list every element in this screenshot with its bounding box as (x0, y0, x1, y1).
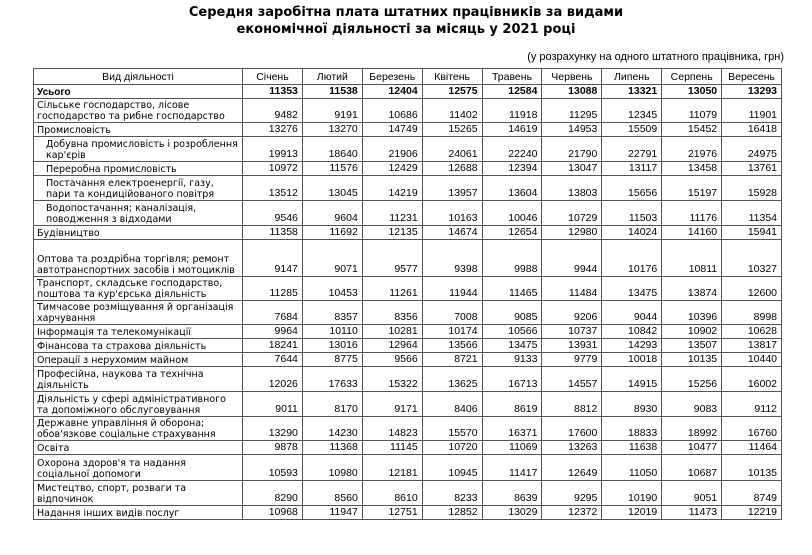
wage-cell: 15322 (362, 367, 422, 392)
header-month: Червень (542, 69, 602, 85)
wage-cell: 13016 (302, 339, 362, 353)
wage-cell: 7008 (422, 301, 482, 325)
wage-cell: 10477 (662, 441, 722, 455)
wage-cell: 12688 (422, 162, 482, 176)
document-title (0, 4, 812, 38)
wage-cell: 9577 (362, 240, 422, 277)
wage-cell: 10163 (422, 201, 482, 226)
wage-cell: 14230 (302, 417, 362, 441)
wage-cell: 8721 (422, 353, 482, 367)
wage-cell: 13270 (302, 123, 362, 137)
table-row-total (34, 85, 782, 99)
wage-cell: 22791 (602, 137, 662, 162)
activity-label: Будівництво (34, 226, 243, 240)
wage-cell: 10135 (722, 455, 782, 481)
wage-cell: 12219 (722, 506, 782, 520)
activity-label: Усього (34, 85, 243, 99)
table-row (34, 353, 782, 367)
wage-cell: 17600 (542, 417, 602, 441)
wage-cell: 10135 (662, 353, 722, 367)
wage-cell: 11354 (722, 201, 782, 226)
wage-cell: 7684 (243, 301, 303, 325)
wage-cell: 13507 (662, 339, 722, 353)
wage-cell: 12394 (482, 162, 542, 176)
wage-cell: 21906 (362, 137, 422, 162)
activity-label: Переробна промисловість (34, 162, 243, 176)
wage-cell: 9944 (542, 240, 602, 277)
wage-cell: 14293 (602, 339, 662, 353)
wage-cell: 11353 (243, 85, 303, 99)
wage-cell: 9878 (243, 441, 303, 455)
wage-cell: 9964 (243, 325, 303, 339)
wage-cell: 8560 (302, 481, 362, 506)
wage-cell: 12980 (542, 226, 602, 240)
wage-cell: 16371 (482, 417, 542, 441)
activity-label: Транспорт, складське господарство, поштова та кур'єрська діяльність (34, 277, 243, 301)
wage-cell: 19913 (243, 137, 303, 162)
wage-cell: 9044 (602, 301, 662, 325)
header-month: Березень (362, 69, 422, 85)
wage-cell: 8233 (422, 481, 482, 506)
wage-cell: 13761 (722, 162, 782, 176)
wage-cell: 10453 (302, 277, 362, 301)
wage-cell: 10396 (662, 301, 722, 325)
wage-cell: 16760 (722, 417, 782, 441)
table-row (34, 325, 782, 339)
wage-cell: 10110 (302, 325, 362, 339)
wage-cell: 13874 (662, 277, 722, 301)
wage-cell: 15452 (662, 123, 722, 137)
wage-cell: 12575 (422, 85, 482, 99)
wage-cell: 13817 (722, 339, 782, 353)
wage-cell: 14219 (362, 176, 422, 201)
wage-cell: 15256 (662, 367, 722, 392)
wage-cell: 10972 (243, 162, 303, 176)
wage-cell: 13931 (542, 339, 602, 353)
wage-cell: 8357 (302, 301, 362, 325)
activity-label: Оптова та роздрібна торгівля; ремонт автотранспортних засобів і мотоциклів (34, 240, 243, 277)
wage-cell: 16713 (482, 367, 542, 392)
wage-cell: 11944 (422, 277, 482, 301)
wage-cell: 9171 (362, 392, 422, 417)
activity-label: Охорона здоров'я та надання соціальної допомоги (34, 455, 243, 481)
wage-cell: 12181 (362, 455, 422, 481)
activity-label: Промисловість (34, 123, 243, 137)
header-month: Липень (602, 69, 662, 85)
wage-cell: 12654 (482, 226, 542, 240)
wage-cell: 14749 (362, 123, 422, 137)
wage-cell: 9566 (362, 353, 422, 367)
wage-cell: 11692 (302, 226, 362, 240)
wage-cell: 11918 (482, 99, 542, 123)
wage-cell: 18992 (662, 417, 722, 441)
wage-cell: 11368 (302, 441, 362, 455)
wage-cell: 12372 (542, 506, 602, 520)
wage-cell: 12019 (602, 506, 662, 520)
wage-cell: 13029 (482, 506, 542, 520)
table-row (34, 240, 782, 277)
header-month: Серпень (662, 69, 722, 85)
wage-cell: 12964 (362, 339, 422, 353)
table-row (34, 481, 782, 506)
wage-cell: 10176 (602, 240, 662, 277)
title-line-2: економічної діяльності за місяць у 2021 році (236, 22, 576, 37)
wage-cell: 9988 (482, 240, 542, 277)
wage-cell: 13604 (482, 176, 542, 201)
wage-cell: 21976 (662, 137, 722, 162)
table-row (34, 176, 782, 201)
wage-cell: 12649 (542, 455, 602, 481)
wage-cell: 15941 (722, 226, 782, 240)
units-note: (у розрахунку на одного штатного працівника, грн) (527, 51, 784, 63)
wage-cell: 11176 (662, 201, 722, 226)
wage-cell: 10018 (602, 353, 662, 367)
wage-cell: 10566 (482, 325, 542, 339)
wage-cell: 12404 (362, 85, 422, 99)
wage-cell: 11402 (422, 99, 482, 123)
header-activity: Вид діяльності (34, 69, 243, 85)
wage-cell: 14557 (542, 367, 602, 392)
wage-cell: 11465 (482, 277, 542, 301)
table-row (34, 99, 782, 123)
table-row (34, 123, 782, 137)
activity-label: Надання інших видів послуг (34, 506, 243, 520)
table-row (34, 301, 782, 325)
wage-cell: 13088 (542, 85, 602, 99)
header-month: Вересень (722, 69, 782, 85)
wage-cell: 9112 (722, 392, 782, 417)
wage-cell: 13117 (602, 162, 662, 176)
wage-cell: 13475 (482, 339, 542, 353)
activity-label: Державне управління й оборона; обов'язкове соціальне страхування (34, 417, 243, 441)
wage-cell: 9779 (542, 353, 602, 367)
wage-cell: 11576 (302, 162, 362, 176)
wage-cell: 10720 (422, 441, 482, 455)
wage-cell: 8356 (362, 301, 422, 325)
wage-cell: 11638 (602, 441, 662, 455)
activity-label: Інформація та телекомунікації (34, 325, 243, 339)
wage-cell: 9191 (302, 99, 362, 123)
wage-cell: 11285 (243, 277, 303, 301)
wage-cell: 14953 (542, 123, 602, 137)
table-row (34, 506, 782, 520)
header-month: Травень (482, 69, 542, 85)
wage-cell: 13290 (243, 417, 303, 441)
wage-cell: 9083 (662, 392, 722, 417)
wage-cell: 11050 (602, 455, 662, 481)
wage-cell: 10945 (422, 455, 482, 481)
wage-cell: 11464 (722, 441, 782, 455)
wage-cell: 10190 (602, 481, 662, 506)
wage-cell: 13803 (542, 176, 602, 201)
wage-cell: 15656 (602, 176, 662, 201)
wage-cell: 9604 (302, 201, 362, 226)
table-row (34, 201, 782, 226)
wage-cell: 12345 (602, 99, 662, 123)
table-row (34, 441, 782, 455)
activity-label: Тимчасове розміщування й організація харчування (34, 301, 243, 325)
wage-cell: 9147 (243, 240, 303, 277)
table-row (34, 392, 782, 417)
wage-cell: 10980 (302, 455, 362, 481)
wage-cell: 11417 (482, 455, 542, 481)
wage-cell: 13047 (542, 162, 602, 176)
wage-cell: 15570 (422, 417, 482, 441)
wage-cell: 16002 (722, 367, 782, 392)
wage-cell: 10902 (662, 325, 722, 339)
activity-label: Професійна, наукова та технічна діяльність (34, 367, 243, 392)
wage-cell: 13293 (722, 85, 782, 99)
wage-cell: 10628 (722, 325, 782, 339)
activity-label: Сільське господарство, лісове господарство та рибне господарство (34, 99, 243, 123)
wage-cell: 10729 (542, 201, 602, 226)
wage-cell: 12852 (422, 506, 482, 520)
wage-cell: 8170 (302, 392, 362, 417)
wage-cell: 8998 (722, 301, 782, 325)
wage-cell: 10811 (662, 240, 722, 277)
wage-cell: 13566 (422, 339, 482, 353)
activity-label: Мистецтво, спорт, розваги та відпочинок (34, 481, 243, 506)
wage-cell: 9133 (482, 353, 542, 367)
wage-cell: 12026 (243, 367, 303, 392)
wage-cell: 10281 (362, 325, 422, 339)
wage-cell: 21790 (542, 137, 602, 162)
wage-cell: 10440 (722, 353, 782, 367)
wage-cell: 9295 (542, 481, 602, 506)
header-month: Січень (243, 69, 303, 85)
activity-label: Фінансова та страхова діяльність (34, 339, 243, 353)
wage-cell: 15265 (422, 123, 482, 137)
wage-cell: 13625 (422, 367, 482, 392)
wage-cell: 18241 (243, 339, 303, 353)
wage-cell: 11295 (542, 99, 602, 123)
wage-cell: 15197 (662, 176, 722, 201)
wage-cell: 8406 (422, 392, 482, 417)
wage-cell: 9482 (243, 99, 303, 123)
wage-cell: 24061 (422, 137, 482, 162)
wage-cell: 14160 (662, 226, 722, 240)
table-row (34, 339, 782, 353)
wage-cell: 10737 (542, 325, 602, 339)
wage-cell: 8775 (302, 353, 362, 367)
wage-cell: 13458 (662, 162, 722, 176)
wage-cell: 11079 (662, 99, 722, 123)
wage-cell: 18833 (602, 417, 662, 441)
wage-cell: 13321 (602, 85, 662, 99)
table-row (34, 455, 782, 481)
wage-cell: 8812 (542, 392, 602, 417)
wage-cell: 12600 (722, 277, 782, 301)
title-line-1: Середня заробітна плата штатних працівників за видами (188, 5, 624, 20)
table-row (34, 226, 782, 240)
wage-cell: 12584 (482, 85, 542, 99)
wage-cell: 12429 (362, 162, 422, 176)
wage-cell: 11473 (662, 506, 722, 520)
wage-cell: 13475 (602, 277, 662, 301)
wage-cell: 14619 (482, 123, 542, 137)
wage-cell: 13263 (542, 441, 602, 455)
wage-cell: 8930 (602, 392, 662, 417)
wage-cell: 15509 (602, 123, 662, 137)
activity-label: Операції з нерухомим майном (34, 353, 243, 367)
wage-cell: 11261 (362, 277, 422, 301)
table-row (34, 162, 782, 176)
activity-label: Діяльність у сфері адміністративного та допоміжного обслуговування (34, 392, 243, 417)
table-row (34, 417, 782, 441)
activity-label: Добувна промисловість і розроблення кар'єрів (34, 137, 243, 162)
wage-cell: 14823 (362, 417, 422, 441)
table-body (34, 85, 782, 520)
wage-cell: 22240 (482, 137, 542, 162)
wage-cell: 11901 (722, 99, 782, 123)
wage-cell: 10593 (243, 455, 303, 481)
activity-label: Освіта (34, 441, 243, 455)
wage-cell: 8749 (722, 481, 782, 506)
wage-cell: 8610 (362, 481, 422, 506)
table-row (34, 137, 782, 162)
wage-cell: 12135 (362, 226, 422, 240)
wage-cell: 16418 (722, 123, 782, 137)
wage-cell: 13050 (662, 85, 722, 99)
wage-cell: 11069 (482, 441, 542, 455)
wage-cell: 10842 (602, 325, 662, 339)
wage-cell: 13276 (243, 123, 303, 137)
wage-cell: 8290 (243, 481, 303, 506)
wage-cell: 12751 (362, 506, 422, 520)
header-month: Квітень (422, 69, 482, 85)
wage-cell: 11538 (302, 85, 362, 99)
wage-cell: 18640 (302, 137, 362, 162)
wage-cell: 24975 (722, 137, 782, 162)
wage-cell: 11947 (302, 506, 362, 520)
wage-cell: 9011 (243, 392, 303, 417)
wage-cell: 14024 (602, 226, 662, 240)
wage-cell: 15928 (722, 176, 782, 201)
wage-cell: 10687 (662, 455, 722, 481)
wage-cell: 11145 (362, 441, 422, 455)
wage-cell: 10046 (482, 201, 542, 226)
wage-cell: 13512 (243, 176, 303, 201)
wage-cell: 13045 (302, 176, 362, 201)
wage-cell: 9051 (662, 481, 722, 506)
wage-cell: 11503 (602, 201, 662, 226)
wage-cell: 17633 (302, 367, 362, 392)
wage-cell: 14674 (422, 226, 482, 240)
header-month: Лютий (302, 69, 362, 85)
wage-cell: 10686 (362, 99, 422, 123)
wage-cell: 9398 (422, 240, 482, 277)
wage-cell: 13957 (422, 176, 482, 201)
wage-cell: 9206 (542, 301, 602, 325)
wage-cell: 9085 (482, 301, 542, 325)
wage-cell: 8639 (482, 481, 542, 506)
activity-label: Постачання електроенергії, газу, пари та кондиційованого повітря (34, 176, 243, 201)
wage-cell: 11484 (542, 277, 602, 301)
table-row (34, 277, 782, 301)
wage-cell: 10174 (422, 325, 482, 339)
wage-cell: 14915 (602, 367, 662, 392)
wage-cell: 10968 (243, 506, 303, 520)
table-row (34, 367, 782, 392)
wage-cell: 7644 (243, 353, 303, 367)
wage-cell: 9071 (302, 240, 362, 277)
wage-cell: 10327 (722, 240, 782, 277)
wage-cell: 11358 (243, 226, 303, 240)
table-header-row (34, 69, 782, 85)
wage-cell: 9546 (243, 201, 303, 226)
wage-cell: 8619 (482, 392, 542, 417)
wages-table (33, 68, 782, 520)
wage-cell: 11231 (362, 201, 422, 226)
activity-label: Водопостачання; каналізація, поводження з відходами (34, 201, 243, 226)
